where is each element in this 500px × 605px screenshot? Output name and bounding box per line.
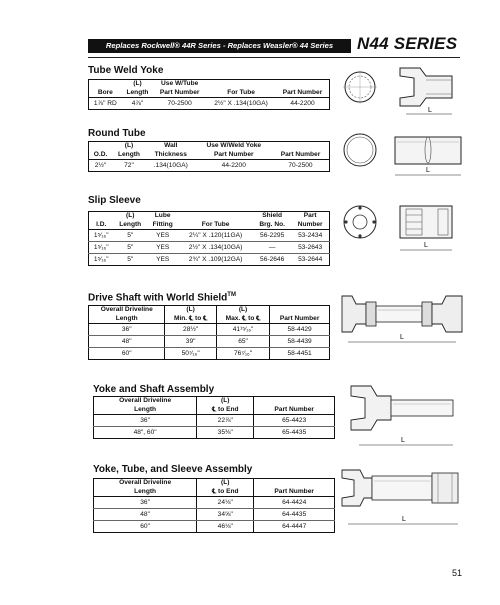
section-title-round-tube: Round Tube — [88, 128, 146, 139]
table-cell: 4⅞" — [122, 98, 154, 110]
tube-weld-yoke-drawing — [340, 62, 470, 120]
table-cell: 76⁷⁄₁₆" — [216, 348, 269, 360]
table-cell: .134(10GA) — [146, 160, 196, 172]
column-header: Length — [89, 315, 165, 324]
table-cell: 46⅛" — [197, 521, 254, 533]
table-cell: 2¼" X .120(11GA) — [178, 230, 253, 242]
column-header: Fitting — [147, 221, 178, 230]
table-row — [89, 254, 330, 266]
table-cell: 2½" X .134(10GA) — [178, 242, 253, 254]
column-header-upper: Wall — [146, 142, 196, 151]
table-row — [94, 427, 335, 439]
drive-shaft-title-text: Drive Shaft with World Shield — [88, 292, 228, 304]
section-title-yoke-shaft: Yoke and Shaft Assembly — [93, 384, 215, 395]
column-header-upper: (L) — [197, 479, 254, 488]
dim-label-l: L — [428, 107, 432, 114]
table-cell: 48" — [94, 509, 197, 521]
table-cell: 56-2646 — [253, 254, 291, 266]
table-cell: 64-4447 — [254, 521, 335, 533]
drive-shaft-table — [88, 305, 330, 360]
table-cell: 53-2643 — [291, 242, 329, 254]
dim-label-l: L — [401, 437, 405, 444]
column-header: Length — [94, 488, 197, 497]
table-cell: 64-4424 — [254, 497, 335, 509]
column-header: ℄ to End — [197, 406, 254, 415]
column-header-upper: (L) — [113, 212, 147, 221]
column-header-upper — [276, 80, 329, 89]
table-cell: 44-2200 — [276, 98, 329, 110]
dim-label-l: L — [424, 242, 428, 249]
table-cell: 2½" X .134(10GA) — [206, 98, 276, 110]
column-header-upper — [270, 306, 330, 315]
column-header: Part Number — [272, 151, 330, 160]
column-header: For Tube — [178, 221, 253, 230]
table-cell: YES — [147, 230, 178, 242]
table-cell: 22⅞" — [197, 415, 254, 427]
column-header-upper — [254, 479, 335, 488]
table-row — [89, 98, 330, 110]
column-header: Bore — [89, 89, 122, 98]
dim-label-l: L — [400, 334, 404, 341]
table-row — [94, 509, 335, 521]
table-cell: 35⅜" — [197, 427, 254, 439]
table-cell: 58-4439 — [270, 336, 330, 348]
table-row — [94, 415, 335, 427]
table-row — [89, 324, 330, 336]
column-header: Part Number — [270, 315, 330, 324]
table-cell: 60" — [94, 521, 197, 533]
column-header: Part Number — [254, 488, 335, 497]
table-cell: 1⁵⁄₁₆" — [89, 242, 114, 254]
table-cell: 1⅞" RD — [89, 98, 122, 110]
table-cell: 39" — [165, 336, 216, 348]
column-header-upper: Overall Driveline — [89, 306, 165, 315]
column-header-upper: Lube — [147, 212, 178, 221]
yoke-tube-sleeve-drawing — [338, 462, 470, 534]
table-cell: 58-4451 — [270, 348, 330, 360]
table-cell: 64-4435 — [254, 509, 335, 521]
column-header-upper: (L) — [197, 397, 254, 406]
column-header-upper: Part — [291, 212, 329, 221]
column-header-upper: (L) — [122, 80, 154, 89]
table-cell: 5" — [113, 242, 147, 254]
header-rule — [88, 57, 460, 58]
column-header-upper: Shield — [253, 212, 291, 221]
table-row — [89, 242, 330, 254]
drive-shaft-drawing — [338, 290, 470, 352]
column-header: Max. ℄ to ℄ — [216, 315, 269, 324]
series-title: N44 SERIES — [357, 34, 458, 53]
column-header-upper — [89, 212, 114, 221]
table-cell: — — [253, 242, 291, 254]
table-cell: 36" — [94, 497, 197, 509]
column-header: Thickness — [146, 151, 196, 160]
table-cell: 41¹⁵⁄₁₆" — [216, 324, 269, 336]
table-cell: 72" — [112, 160, 146, 172]
section-title-slip-sleeve: Slip Sleeve — [88, 195, 141, 206]
column-header-upper: Use W/Tube — [153, 80, 206, 89]
column-header: For Tube — [206, 89, 276, 98]
column-header: Length — [113, 221, 147, 230]
column-header-upper: Overall Driveline — [94, 397, 197, 406]
trademark-sup: TM — [227, 292, 236, 298]
table-cell: 53-2644 — [291, 254, 329, 266]
table-cell: YES — [147, 242, 178, 254]
slip-sleeve-table — [88, 211, 330, 266]
round-tube-table — [88, 141, 330, 172]
table-row — [89, 230, 330, 242]
column-header: Length — [94, 406, 197, 415]
table-cell: 2½" — [89, 160, 113, 172]
table-row — [94, 497, 335, 509]
table-cell: 58-4429 — [270, 324, 330, 336]
table-cell: 36" — [89, 324, 165, 336]
table-cell: 50⁷⁄₁₆" — [165, 348, 216, 360]
column-header: Part Number — [153, 89, 206, 98]
column-header-upper — [178, 212, 253, 221]
table-cell: 28½" — [165, 324, 216, 336]
table-cell: 65-4435 — [254, 427, 335, 439]
table-cell: 5" — [113, 254, 147, 266]
table-row — [89, 336, 330, 348]
table-cell: 48", 60" — [94, 427, 197, 439]
table-cell: 5" — [113, 230, 147, 242]
table-cell: 2¾" X .109(12GA) — [178, 254, 253, 266]
dim-label-l: L — [402, 516, 406, 523]
table-cell: 70-2500 — [272, 160, 330, 172]
round-tube-drawing — [340, 126, 470, 182]
table-cell: 48" — [89, 336, 165, 348]
column-header: Number — [291, 221, 329, 230]
column-header-upper: Overall Driveline — [94, 479, 197, 488]
section-title-tube-weld-yoke: Tube Weld Yoke — [88, 65, 164, 76]
table-cell: 1⁵⁄₁₆" — [89, 230, 114, 242]
table-row — [94, 521, 335, 533]
column-header: O.D. — [89, 151, 113, 160]
column-header-upper: Use W/Weld Yoke — [196, 142, 272, 151]
yoke-tube-sleeve-table — [93, 478, 335, 533]
table-cell: 56-2295 — [253, 230, 291, 242]
column-header-upper — [89, 142, 113, 151]
column-header: I.D. — [89, 221, 114, 230]
table-cell: 70-2500 — [153, 98, 206, 110]
column-header-upper — [89, 80, 122, 89]
yoke-shaft-drawing — [345, 382, 470, 454]
column-header-upper: (L) — [112, 142, 146, 151]
column-header: Length — [122, 89, 154, 98]
column-header: ℄ to End — [197, 488, 254, 497]
column-header: Length — [112, 151, 146, 160]
column-header-upper — [272, 142, 330, 151]
dim-label-l: L — [426, 167, 430, 174]
tube-weld-yoke-table — [88, 79, 330, 110]
table-row — [89, 348, 330, 360]
table-cell: 53-2434 — [291, 230, 329, 242]
column-header-upper: (L) — [165, 306, 216, 315]
series-banner: Replaces Rockwell® 44R Series - Replaces Weasler® 44 Series — [88, 39, 351, 53]
table-cell: 65" — [216, 336, 269, 348]
section-title-drive-shaft — [88, 292, 236, 303]
table-cell: 34⅝" — [197, 509, 254, 521]
column-header: Part Number — [276, 89, 329, 98]
column-header-upper: (L) — [216, 306, 269, 315]
table-cell: 44-2200 — [196, 160, 272, 172]
table-cell: 1⁵⁄₁₆" — [89, 254, 114, 266]
column-header: Part Number — [254, 406, 335, 415]
table-cell: 60" — [89, 348, 165, 360]
section-title-yoke-tube-sleeve: Yoke, Tube, and Sleeve Assembly — [93, 464, 253, 475]
column-header-upper — [206, 80, 276, 89]
yoke-shaft-table — [93, 396, 335, 439]
table-cell: 65-4423 — [254, 415, 335, 427]
column-header: Brg. No. — [253, 221, 291, 230]
table-cell: 36" — [94, 415, 197, 427]
slip-sleeve-drawing — [340, 198, 470, 258]
table-cell: YES — [147, 254, 178, 266]
table-row — [89, 160, 330, 172]
table-cell: 24⅛" — [197, 497, 254, 509]
column-header-upper — [254, 397, 335, 406]
column-header: Min. ℄ to ℄ — [165, 315, 216, 324]
column-header: Part Number — [196, 151, 272, 160]
page-number: 51 — [452, 568, 463, 578]
